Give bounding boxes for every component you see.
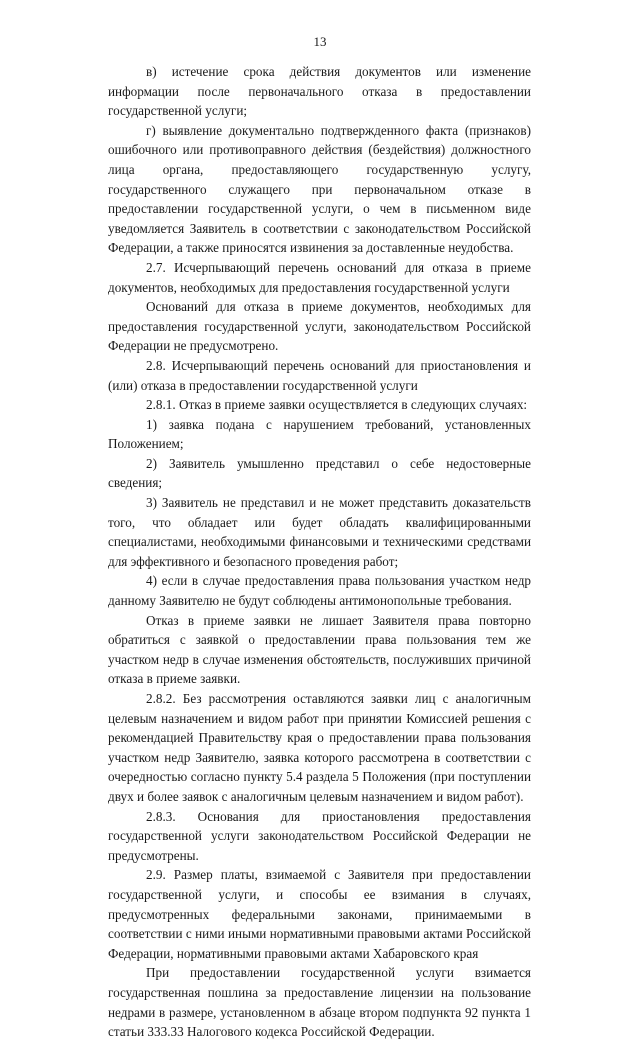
paragraph-2-8-3: 2.8.3. Основания для приостановления предоставления государственной услуги законодательством Российской Федерации не предусмотрены. [108,808,531,863]
list-item-4: 4) если в случае предоставления права пользования участком недр данному Заявителю не будут соблюдены антимонопольные требования. [108,573,531,609]
paragraph-refusal-note: Отказ в приеме заявки не лишает Заявителя права повторно обратиться с заявкой о предоставлении права пользования тем же участком недр в случае изменения обстоятельств, послуживших причиной отказа в приеме заявки. [108,612,531,687]
list-item-1: 1) заявка подана с нарушением требований, установленных Положением; [108,416,531,452]
paragraph-2-8-1: 2.8.1. Отказ в приеме заявки осуществляется в следующих случаях: [146,397,528,413]
section-heading-2-8: 2.8. Исчерпывающий перечень оснований для приостановления и (или) отказа в предоставлении государственной услуги [108,357,531,393]
section-heading-2-7: 2.7. Исчерпывающий перечень оснований для отказа в приеме документов, необходимых для предоставления государственной услуги [108,259,531,295]
paragraph-item-g: г) выявление документально подтвержденного факта (признаков) ошибочного или противоправного действия (бездействия) должностного лица органа, предоставляющего государственную услугу, государственного служащего при первоначальном отказе в предоставлении государственной услуги, о чем в письменном виде уведомляется Заявитель в соответствии с законодательством Российской Федерации, а также приносятся извинения за доставленные неудобства. [108,122,531,256]
section-heading-2-9: 2.9. Размер платы, взимаемой с Заявителя при предоставлении государственной услуги, и способы ее взимания в случаях, предусмотренных федеральными законами, принимаемыми в соответствии с ними иными нормативными правовыми актами Российской Федерации, нормативными правовыми актами Хабаровского края [108,867,531,961]
paragraph-2-8-2: 2.8.2. Без рассмотрения оставляются заявки лиц с аналогичным целевым назначением и видом работ при принятии Комиссией решения с рекомендацией Правительству края о предоставлении права пользования участком недр Заявителю, заявка которого рассмотрена в соответствии с очередностью согласно пункту 5.4 раздела 5 Положения (при поступлении двух и более заявок с аналогичным целевым назначением и видом работ). [108,691,531,804]
paragraph-state-duty: При предоставлении государственной услуги взимается государственная пошлина за предоставление лицензии на пользование недрами в размере, установленном в абзаце втором подпункта 92 пункта 1 статьи 333.33 Налогового кодекса Российской Федерации. [108,965,531,1040]
list-item-2: 2) Заявитель умышленно представил о себе недостоверные сведения; [108,455,531,491]
paragraph-2-7-body: Оснований для отказа в приеме документов, необходимых для предоставления государственной услуги, законодательством Российской Федерации не предусмотрено. [108,299,531,354]
list-item-3: 3) Заявитель не представил и не может представить доказательств того, что обладает или будет обладать квалифицированными специалистами, необходимыми финансовыми и техническими средствами для эффективного и безопасного проведения работ; [108,495,531,569]
document-body [108,62,531,1042]
paragraph-item-v: в) истечение срока действия документов или изменение информации после первоначального отказа в предоставлении государственной услуги; [108,64,531,119]
page-number: 13 [313,34,327,49]
